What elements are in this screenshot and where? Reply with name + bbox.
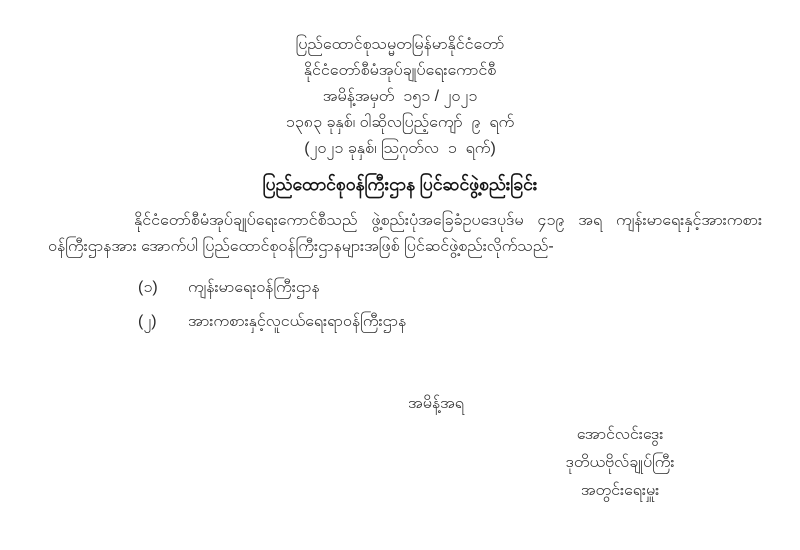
document-header: [0, 0, 800, 197]
list-item-label: ကျန်းမာရေးဝန်ကြီးဌာန: [188, 279, 320, 296]
council-name-line: နိုင်ငံတော်စီမံအုပ်ချုပ်ရေးကောင်စီ: [303, 62, 497, 79]
signatory-role: အတွင်းရေးမှူး: [580, 482, 660, 499]
order-title: ပြည်ထောင်စုဝန်ကြီးဌာန ပြင်ဆင်ဖွဲ့စည်းခြင်း: [262, 174, 538, 194]
signatory-rank: ဒုတိယဗိုလ်ချုပ်ကြီး: [565, 454, 675, 471]
myanmar-date-line: ၁၃၈၃ ခုနှစ်၊ ဝါဆိုလပြည့်ကျော် ၉ ရက်: [285, 114, 515, 131]
by-order-label: အမိန့်အရ: [408, 395, 464, 412]
list-item: [138, 275, 800, 300]
list-item-number: (၂): [138, 313, 157, 330]
list-item: [138, 309, 800, 334]
list-item-label: အားကစားနှင့်လူငယ်ရေးရာဝန်ကြီးဌာန: [188, 313, 407, 330]
signature-block: [495, 421, 745, 505]
list-item-number: (၁): [138, 279, 158, 296]
state-name-line: ပြည်ထောင်စုသမ္မတမြန်မာနိုင်ငံတော်: [295, 36, 505, 53]
ministry-list: [0, 275, 800, 334]
order-number-line: အမိန့်အမှတ် ၁၅၁ / ၂၀၂၁: [322, 88, 478, 105]
order-body-paragraph: နိုင်ငံတော်စီမံအုပ်ချုပ်ရေးကောင်စီသည် ဖွဲ့စည်းပုံအခြေခံဥပဒေပုဒ်မ ၄၁၉ အရ ကျန်းမာရေးနှင့်အားကစားဝန်ကြီးဌာနအား အောက်ပါ ပြည်ထောင်စုဝန်ကြီးဌာနများအဖြစ် ပြင်ဆင်ဖွဲ့စည်းလိုက်သည်-: [48, 212, 762, 255]
gregorian-date-line: (၂၀၂၁ ခုနှစ်၊ ဩဂုတ်လ ၁ ရက်): [304, 140, 496, 157]
signatory-name: အောင်လင်းဒွေး: [576, 426, 664, 443]
